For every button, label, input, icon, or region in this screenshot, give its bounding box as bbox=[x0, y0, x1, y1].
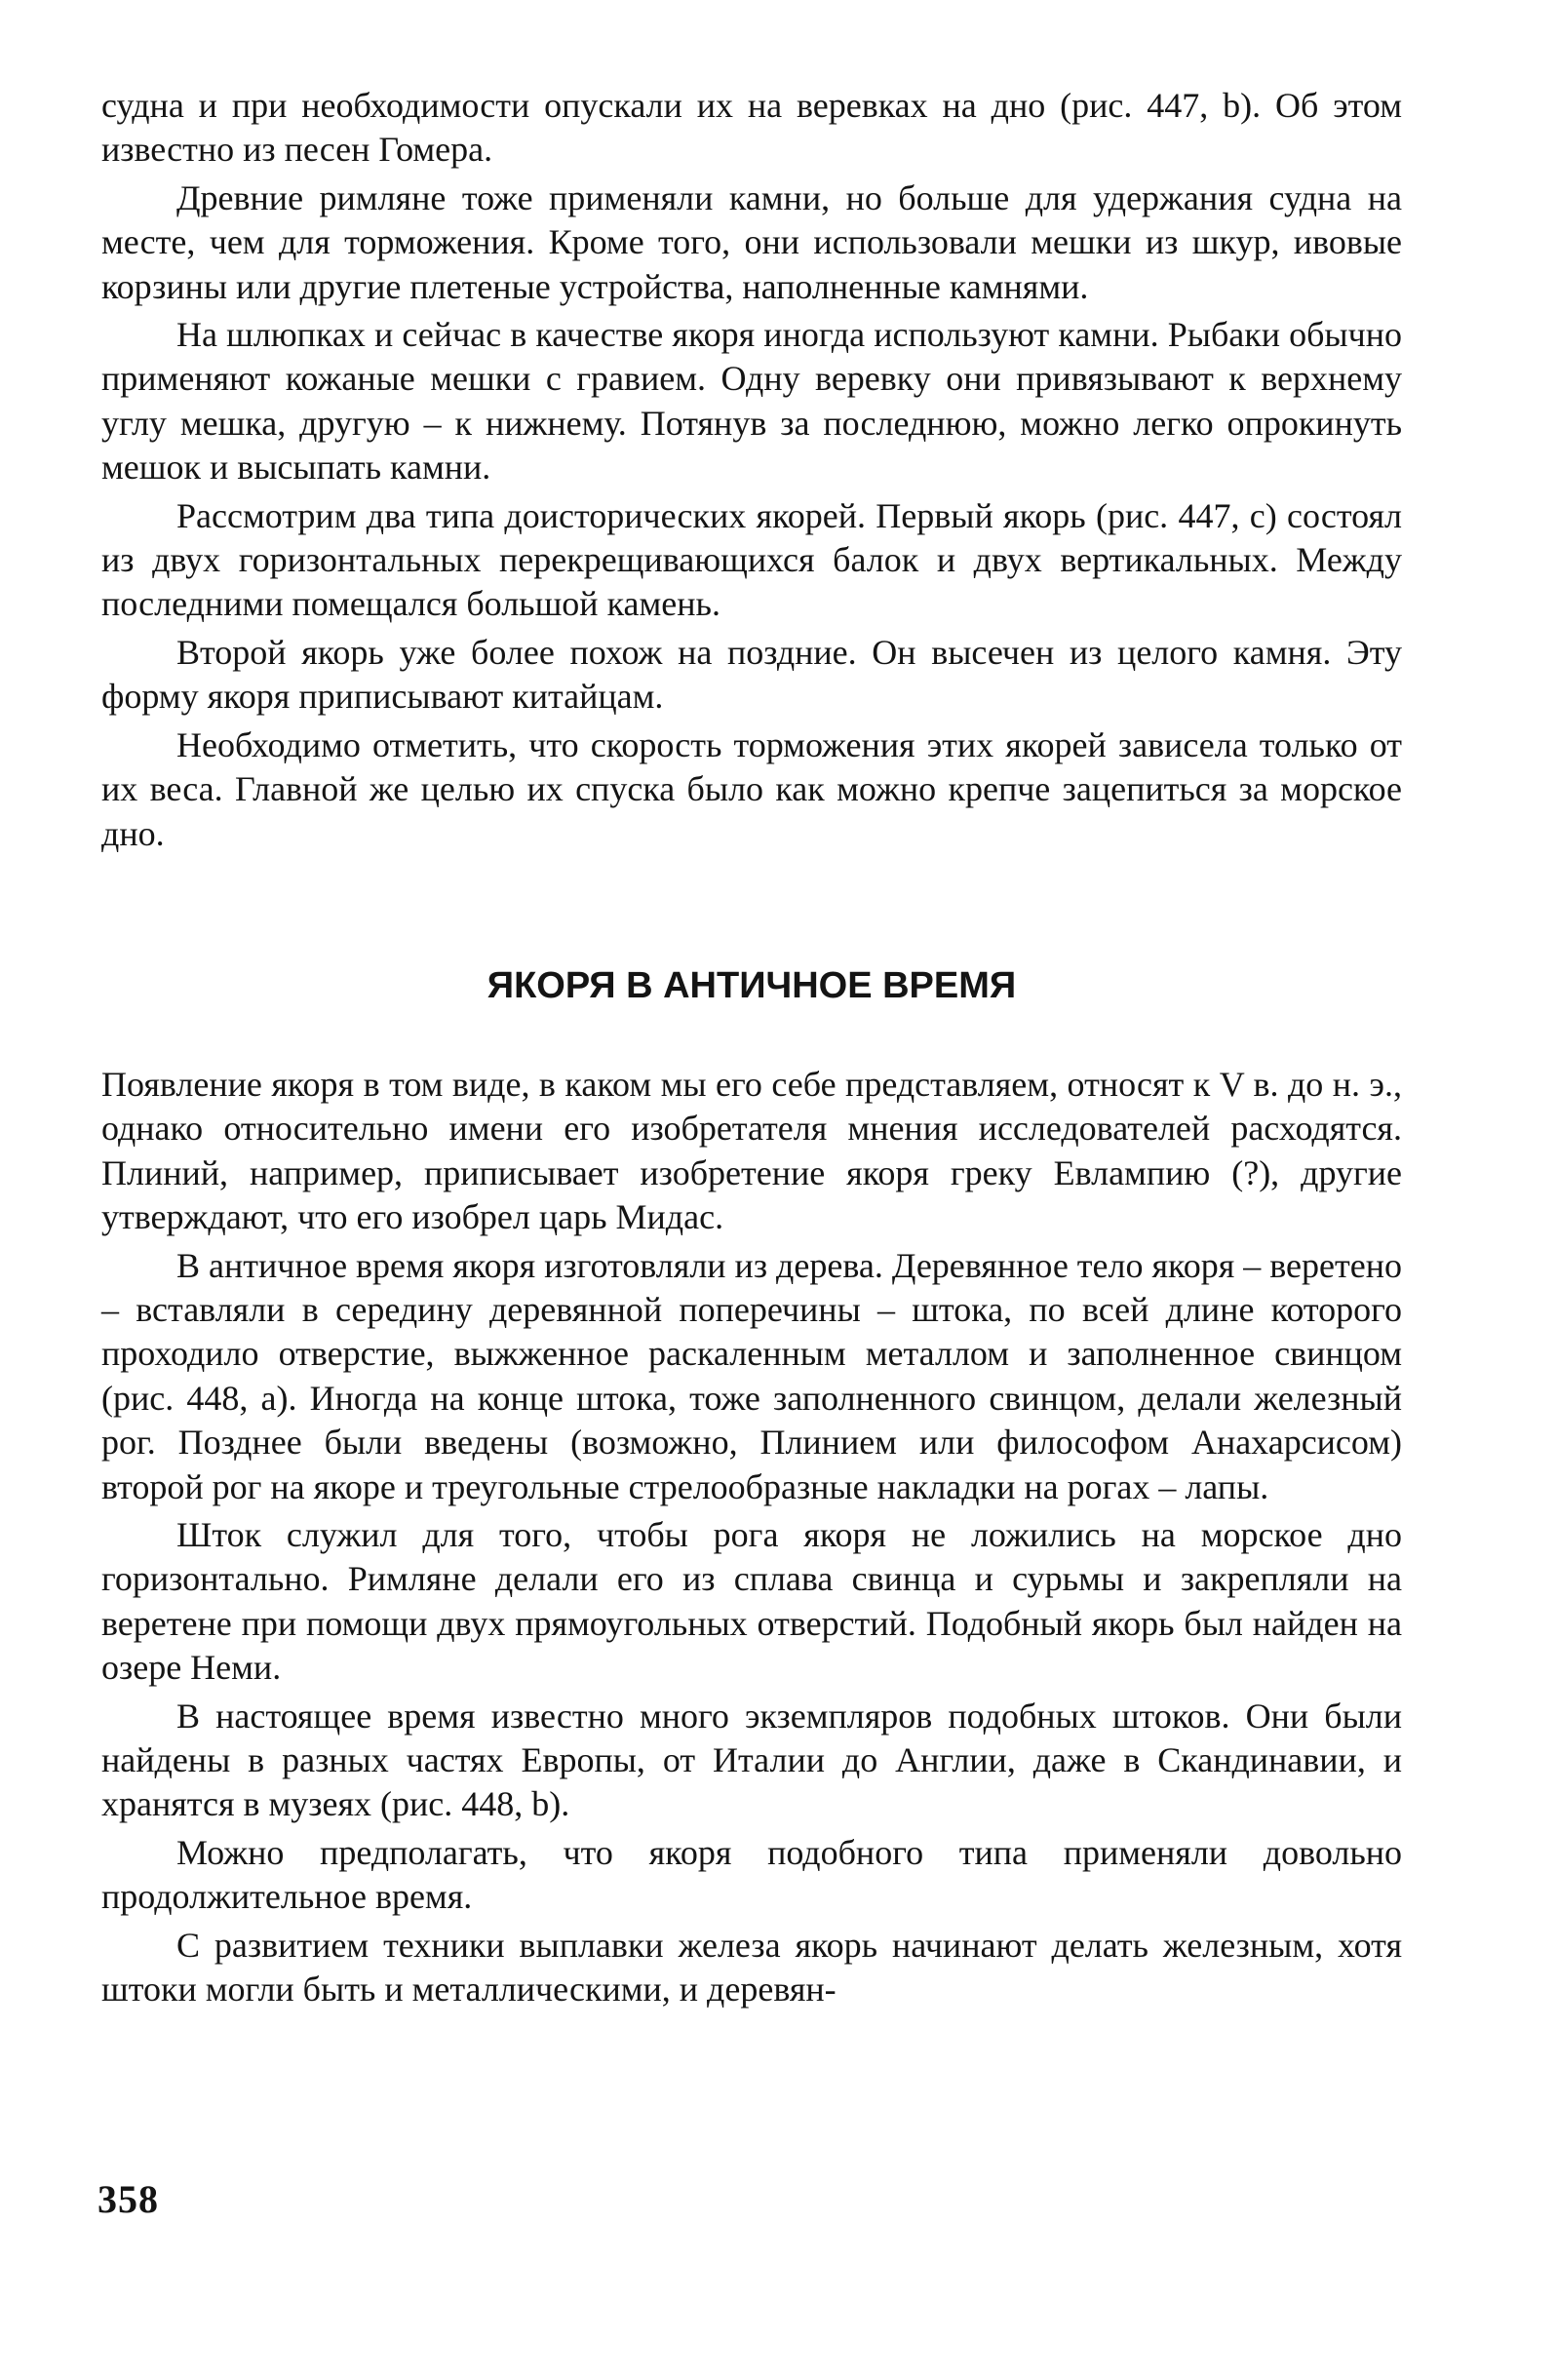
paragraph-1: судна и при необходимости опускали их на веревках на дно (рис. 447, b). Об этом известно из песен Гомера. bbox=[101, 86, 1402, 170]
paragraph-2: Древние римляне тоже применяли камни, но больше для удержания судна на месте, чем для торможения. Кроме того, они использовали мешки из шкур, ивовые корзины или другие плетеные устройства, наполненные камнями. bbox=[101, 177, 1402, 306]
paragraph-7: Появление якоря в том виде, в каком мы его себе представляем, относят к V в. до н. э., однако относительно имени его изобретателя мнения исследователей расходятся. Плиний, например, приписывает изобретение якоря греку Евлампию (?), другие утверждают, что его изобрел царь Мидас. bbox=[101, 1064, 1402, 1237]
paragraph-3: На шлюпках и сейчас в качестве якоря иногда используют камни. Рыбаки обычно применяют кожаные мешки с гравием. Одну веревку они привязывают к верхнему углу мешка, другую – к нижнему. Потянув за последнюю, можно легко опрокинуть мешок и высыпать камни. bbox=[101, 315, 1402, 488]
paragraph-6: Необходимо отметить, что скорость торможения этих якорей зависела только от их веса. Главной же целью их спуска было как можно крепче зацепиться за морское дно. bbox=[101, 724, 1402, 853]
paragraph-10: В настоящее время известно много экземпляров подобных штоков. Они были найдены в разных частях Европы, от Италии до Англии, даже в Скандинавии, и хранятся в музеях (рис. 448, b). bbox=[101, 1696, 1402, 1824]
paragraph-5: Второй якорь уже более похож на поздние. Он высечен из целого камня. Эту форму якоря приписывают китайцам. bbox=[101, 632, 1402, 717]
page-body bbox=[101, 84, 1402, 2015]
paragraph-8: В античное время якоря изготовляли из дерева. Деревянное тело якоря – веретено – вставляли в середину деревянной поперечины – штока, по всей длине которого проходило отверстие, выжженное раскаленным металлом и заполненное свинцом (рис. 448, a). Иногда на конце штока, тоже заполненного свинцом, делали железный рог. Позднее были введены (возможно, Плинием или философом Анахарсисом) второй рог на якоре и треугольные стрелообразные накладки на рогах – лапы. bbox=[101, 1245, 1402, 1506]
page-number: 358 bbox=[97, 2177, 159, 2221]
paragraph-11: Можно предполагать, что якоря подобного типа применяли довольно продолжительное время. bbox=[101, 1832, 1402, 1917]
paragraph-4: Рассмотрим два типа доисторических якорей. Первый якорь (рис. 447, c) состоял из двух горизонтальных перекрещивающихся балок и двух вертикальных. Между последними помещался большой камень. bbox=[101, 495, 1402, 624]
paragraph-9: Шток служил для того, чтобы рога якоря не ложились на морское дно горизонтально. Римляне делали его из сплава свинца и сурьмы и закрепляли на веретене при помощи двух прямоугольных отверстий. Подобный якорь был найден на озере Неми. bbox=[101, 1514, 1402, 1688]
paragraph-12: С развитием техники выплавки железа якорь начинают делать железным, хотя штоки могли быть и металлическими, и деревян- bbox=[101, 1925, 1402, 2009]
section-title: ЯКОРЯ В АНТИЧНОЕ ВРЕМЯ bbox=[487, 964, 1017, 1006]
